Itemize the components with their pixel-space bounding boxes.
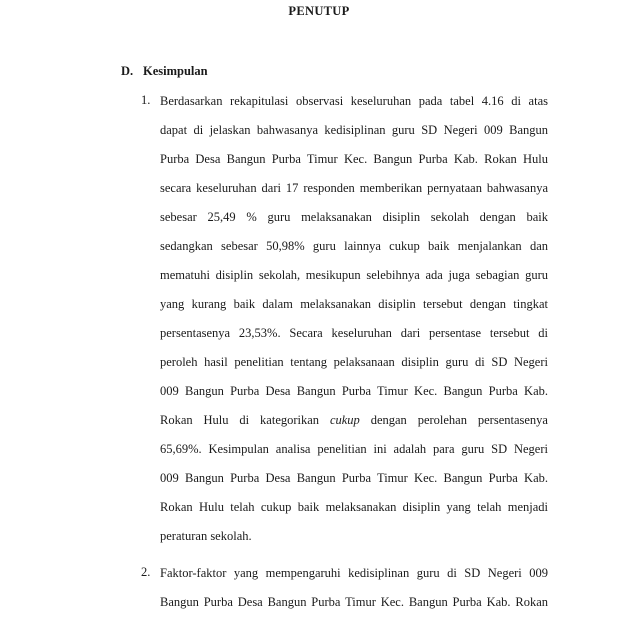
paragraph-line: 009 Bangun Purba Desa Bangun Purba Timur Kec. Bangun Purba Kab. (160, 384, 548, 398)
paragraph-line: dapat di jelaskan bahwasanya kedisiplinan guru SD Negeri 009 Bangun (160, 123, 548, 137)
paragraph-line: Berdasarkan rekapitulasi observasi keseluruhan pada tabel 4.16 di atas (160, 94, 548, 108)
paragraph-line: mematuhi disiplin sekolah, mesikupun selebihnya ada juga sebagian guru (160, 268, 548, 282)
paragraph-line-italic: Rokan Hulu di kategorikan cukup dengan perolehan persentasenya (160, 413, 548, 427)
paragraph-line: persentasenya 23,53%. Secara keseluruhan dari persentase tersebut di (160, 326, 548, 340)
section-heading (121, 64, 208, 79)
paragraph-line: sedangkan sebesar 50,98% guru lainnya cukup baik menjalankan dan (160, 239, 548, 253)
paragraph-line: peraturan sekolah. (160, 529, 252, 543)
paragraph-line: secara keseluruhan dari 17 responden memberikan pernyataan bahwasanya (160, 181, 548, 195)
paragraph-line: sebesar 25,49 % guru melaksanakan disiplin sekolah dengan baik (160, 210, 548, 224)
section-letter: D. (121, 64, 134, 78)
list-number: 1. (141, 93, 151, 107)
paragraph-line: Purba Desa Bangun Purba Timur Kec. Bangun Purba Kab. Rokan Hulu (160, 152, 548, 166)
paragraph-line: 65,69%. Kesimpulan analisa penelitian ini adalah para guru SD Negeri (160, 442, 548, 456)
list-number: 2. (141, 565, 151, 579)
emphasis-text: cukup (329, 413, 360, 427)
paragraph-line: 009 Bangun Purba Desa Bangun Purba Timur Kec. Bangun Purba Kab. (160, 471, 548, 485)
page-title: PENUTUP (288, 4, 350, 18)
paragraph-line: Rokan Hulu telah cukup baik melaksanakan disiplin yang telah menjadi (160, 500, 548, 514)
paragraph-line: Bangun Purba Desa Bangun Purba Timur Kec. Bangun Purba Kab. Rokan (160, 595, 548, 609)
paragraph-line: yang kurang baik dalam melaksanakan disiplin tersebut dengan tingkat (160, 297, 548, 311)
paragraph-line: peroleh hasil penelitian tentang pelaksanaan disiplin guru di SD Negeri (160, 355, 548, 369)
section-heading-text: Kesimpulan (143, 64, 208, 78)
paragraph-line: Faktor-faktor yang mempengaruhi kedisiplinan guru di SD Negeri 009 (160, 566, 548, 580)
